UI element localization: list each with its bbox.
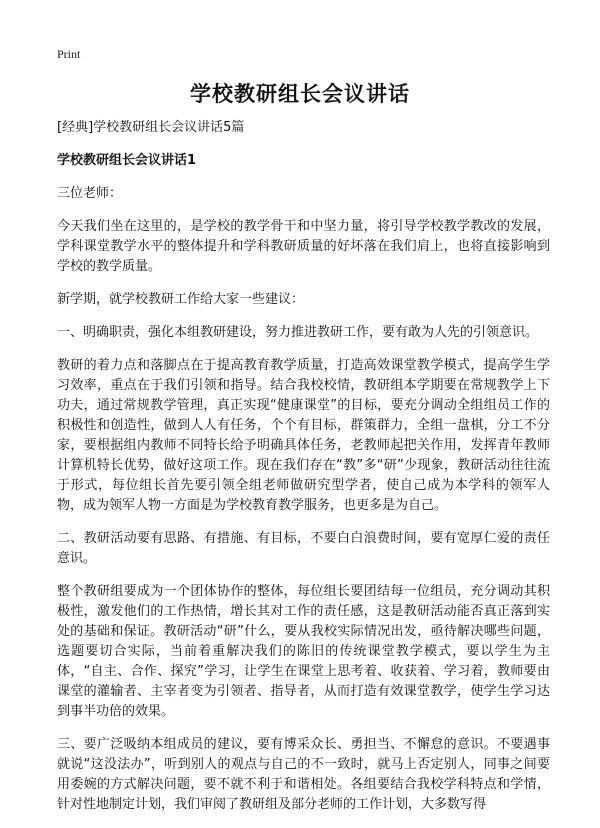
document-subtitle: [经典]学校教研组长会议讲话5篇 <box>57 120 245 135</box>
print-label[interactable]: Print <box>57 47 81 61</box>
paragraph-point-one-body: 教研的着力点和落脚点在于提高教育教学质量，打造高效课堂教学模式，提高学生学习效率，重点在于我们引领和指导。结合我校校情，教研组本学期要在常规教学上下功夫，通过常规教学管理，真正实现“健康课堂”的目标，要充分调动全组组员工作的积极性和创造性，做到人人有任务，个个有目标，群策群力，全组一盘棋，分工不分家，要根据组内教师不同特长给予明确具体任务，老教师起把关作用，发挥青年教师计算机特长优势，做好这项工作。现在我们存在“教”多“研”少现象，教研活动往往流于形式，每位组长首先要引领全组老师做研究型学者，使自己成为本学科的领军人物，成为领军人物一方面是为学校教育教学服务，也更多是为自己。 <box>57 358 550 513</box>
paragraph-point-two: 二、教研活动要有思路、有措施、有目标，不要白白浪费时间，要有宽厚仁爱的责任意识。 <box>57 531 550 566</box>
paragraph-salutation: 三位老师： <box>57 186 123 201</box>
section-heading: 学校教研组长会议讲话1 <box>57 153 197 168</box>
paragraph-point-one: 一、明确职责，强化本组教研建设，努力推进教研工作，要有敢为人先的引领意识。 <box>57 325 539 340</box>
paragraph-suggestions-lead: 新学期，就学校教研工作给大家一些建议： <box>57 292 305 307</box>
paragraph-intro: 今天我们坐在这里的，是学校的教学骨干和中坚力量，将引导学校教学教改的发展，学科课堂教学水平的整体提升和学科教研质量的好坏落在我们肩上，也将直接影响到学校的教学质量。 <box>57 219 550 274</box>
paragraph-point-two-body: 整个教研组要成为一个团体协作的整体，每位组长要团结每一位组员，充分调动其积极性，激发他们的工作热情，增长其对工作的责任感，这是教研活动能否真正落到实处的基础和保证。教研活动“研”什么，要从我校实际情况出发，亟待解决哪些问题，选题要切合实际，当前着重解决我们的陈旧的传统课堂教学模式，要以学生为主体，“自主、合作、探究”学习，让学生在课堂上思考着、收获着、学习着，教师要由课堂的灌输者、主宰者变为引领者、指导者，从而打造有效课堂教学，使学生学习达到事半功倍的效果。 <box>57 584 550 719</box>
page-title: 学校教研组长会议讲话 <box>190 82 410 106</box>
paragraph-point-three: 三、要广泛吸纳本组成员的建议，要有博采众长、勇担当、不懈怠的意识。不要遇事就说“这没法办”，听到别人的观点与自己的不一致时，就马上否定别人，同事之间要用委婉的方式解决问题，要不就不利于和谐相处。各组要结合我校学科特点和学情，针对性地制定计划，我们审阅了教研组及部分老师的工作计划，大多数写得 <box>57 737 550 812</box>
document-body <box>57 118 550 828</box>
